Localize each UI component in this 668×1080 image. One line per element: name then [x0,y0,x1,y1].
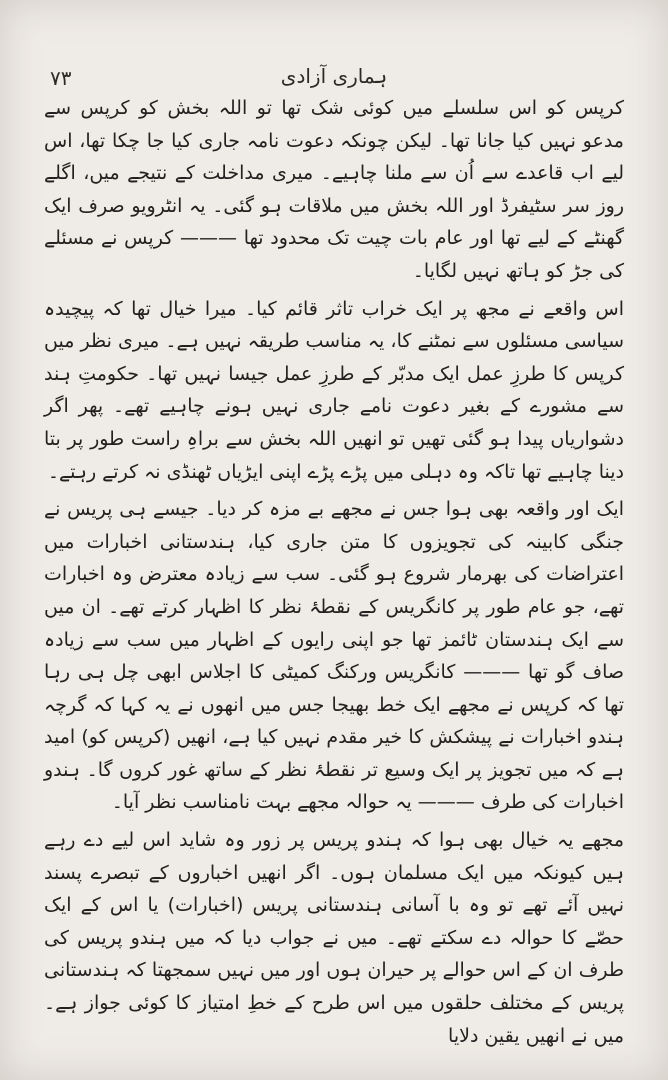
paragraph: اس واقعے نے مجھ پر ایک خراب تاثر قائم کیا۔ میرا خیال تھا کہ پیچیدہ سیاسی مسئلوں سے نمٹنے کا، یہ مناسب طریقہ نہیں ہے۔ میری نظر میں کرپس کا طرزِ عمل ایک مدبّر کے طرزِ عمل جیسا نہیں تھا۔ حکومتِ ہند سے مشورے کے بغیر دعوت نامے جاری نہیں ہونے چاہیے تھے۔ پھر اگر دشواریاں پیدا ہو گئی تھیں تو انھیں اللہ بخش سے براہِ راست طور پر بتا دینا چاہیے تھا تاکہ وہ دہلی میں پڑے پڑے اپنی ایڑیاں ٹھنڈی نہ کرتے رہتے۔ [44,297,624,483]
page-number: ۷۳ [50,66,72,90]
paragraph: ایک اور واقعہ بھی ہوا جس نے مجھے بے مزہ کر دیا۔ جیسے ہی پریس نے جنگی کابینہ کی تجویزوں کا متن جاری کیا، ہندستانی اخبارات میں اعتراضات کی بھرمار شروع ہو گئی۔ سب سے زیادہ معترض وہ اخبارات تھے، جو عام طور پر کانگریس کے نقطۂ نظر کا اظہار کرتے تھے۔ ان میں سے ایک ہندستان ٹائمز تھا جو اپنی رایوں کے اظہار میں سب سے زیادہ صاف گو تھا ——— کانگریس ورکنگ کمیٹی کا اجلاس ابھی چل ہی رہا تھا کہ کرپس نے مجھے ایک خط بھیجا جس میں انھوں نے یہ کہا کہ گرچہ ہندو اخبارات نے پیشکش کا خیر مقدم نہیں کیا ہے، انھیں (کرپس کو) امید ہے کہ میں تجویز پر ایک وسیع تر نقطۂ نظر کے ساتھ غور کروں گا۔ ہندو اخبارات کی طرف ——— یہ حوالہ مجھے بہت نامناسب نظر آیا۔ [44,498,624,814]
body-text [44,92,624,1057]
running-title: ہماری آزادی [280,64,388,88]
page-header [0,62,668,92]
paragraph: کرپس کو اس سلسلے میں کوئی شک تھا تو اللہ بخش کو کرپس سے مدعو نہیں کیا جانا تھا۔ لیکن چونکہ دعوت نامہ جاری کیا جا چکا تھا، اس لیے اب قاعدے سے اُن سے ملنا چاہیے۔ میری مداخلت کے نتیجے میں، اگلے روز سر سٹیفرڈ اور اللہ بخش میں ملاقات ہو گئی۔ یہ انٹرویو صرف ایک گھنٹے کے لیے تھا اور عام بات چیت تک محدود تھا ——— کرپس نے مسئلے کی جڑ کو ہاتھ نہیں لگایا۔ [44,97,624,282]
paragraph: مجھے یہ خیال بھی ہوا کہ ہندو پریس پر زور وہ شاید اس لیے دے رہے ہیں کیونکہ میں ایک مسلمان ہوں۔ اگر انھیں اخباروں کے تبصرے پسند نہیں آئے تھے تو وہ با آسانی ہندستانی پریس (اخبارات) یا اس کے ایک حصّے کا حوالہ دے سکتے تھے۔ میں نے جواب دیا کہ میں ہندو پریس کی طرف ان کے اس حوالے پر حیران ہوں اور میں نہیں سمجھتا کہ ہندستانی پریس کے مختلف حلقوں میں اس طرح کے خطِ امتیاز کا کوئی جواز ہے۔ میں نے انھیں یقین دلایا [44,829,624,1047]
